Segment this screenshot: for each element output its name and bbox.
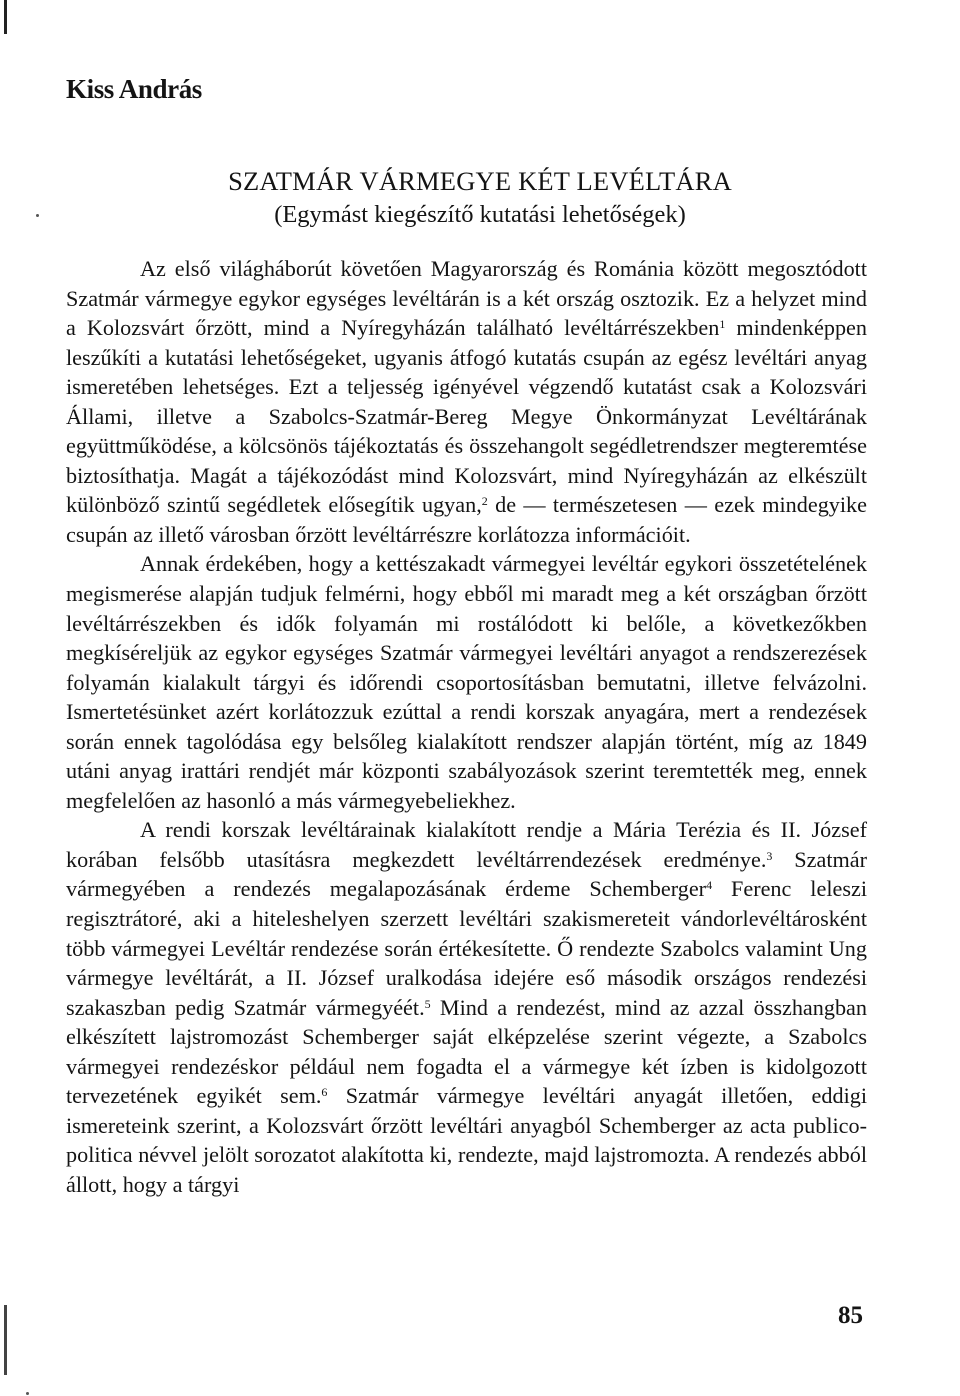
paragraph-text: Szatmár vármegyében a rendezés megalapozásának érdeme Schemberger [66,846,867,902]
author-name: Kiss András [66,74,202,104]
footnote-marker: 4 [706,878,713,893]
paragraph-text: Mind a rendezést, mind az azzal összhangban elkészített lajstromozást Schemberger saját elképzelése szerint végezte, a Szabolcs vármegyei rendezéskor például nem fogadta el a vármegye két ízben is kidolgozott tervezetének egyikét sem. [66,994,867,1109]
page-number: 85 [838,1302,863,1329]
footnote-marker: 2 [481,494,488,509]
body-paragraph [66,254,867,549]
body-paragraph [66,549,867,815]
scan-speck [26,1392,29,1395]
article-subtitle: (Egymást kiegészítő kutatási lehetőségek) [274,201,686,228]
footnote-marker: 5 [424,996,431,1011]
scan-edge-mark-top [4,0,7,34]
article-title: SZATMÁR VÁRMEGYE KÉT LEVÉLTÁRA [228,166,732,196]
scan-edge-mark-bottom [4,1305,7,1375]
footnote-marker: 6 [321,1085,328,1100]
paragraph-text: Az első világháborút követően Magyarország és Románia között megosztódott Szatmár vármegye egykor egységes levéltárán is a két ország osztozik. Ez a helyzet mind a Kolozsvárt őrzött, mind a Nyíregyházán található levéltárrészekben [66,256,867,341]
paragraph-text: de — természetesen — ezek mindegyike csupán az illető városban őrzött levéltárrészre korlátozza információit. [66,492,867,547]
paragraph-text: Annak érdekében, hogy a kettészakadt vármegyei levéltár egykori összetételének megismerése alapján tudjuk felmérni, hogy ebből mi maradt meg a két országban őrzött levéltárrészekben és idők folyamán mi rostálódott ki belőle, a következőkben megkíséreljük az egykor egységes Szatmár vármegyei levéltári anyagot a rendszerezések folyamán kialakult tárgyi és időrendi csoportosításban bemutatni, illetve felvázolni. Ismertetésünket azért korlátozzuk ezúttal a rendi korszak anyagára, mert a rendezések során ennek tagolódása egy belsőleg kialakított rendszer alapján történt, míg az 1849 utáni anyag irattári rendjét már központi szabályozások szerint teremtették meg, ennek megfelelően az hasonló a más vármegyebeliekhez. [66,551,867,813]
paragraph-text: Ferenc leleszi regisztrátoré, aki a hiteleshelyen szerzett levéltári szakismereteit vándorlevéltárosként több vármegyei Levéltár rendezése során értékesítette. Ő rendezte Szabolcs valamint Ung vármegye levéltárát, a II. József uralkodása idejére eső második országos rendezési szakaszban pedig Szatmár vármegyéét. [66,876,867,1020]
paragraph-text: mindenképpen leszűkíti a kutatási lehetőségeket, ugyanis átfogó kutatás csupán az egész levéltári anyag ismeretében lehetséges. Ezt a teljesség igényével végzendő kutatást csak a Kolozsvári Állami, illetve a Szabolcs-Szatmár-Bereg Megye Önkormányzat Levéltárának együttműködése, a kölcsönös tájékoztatás és összehangolt segédletrendszer megteremtése biztosíthatja. Magát a tájékozódást mind Kolozsvárt, mind Nyíregyházán az elkészült különböző szintű segédletek elősegítik ugyan, [66,315,867,518]
article-body [66,254,867,1200]
paragraph-text: Szatmár vármegye levéltári anyagát illetően, eddigi ismereteink szerint, a Kolozsvárt őrzött levéltári anyagból Schemberger az acta publico-politica névvel jelölt sorozatot alakította ki, rendezte, majd lajstromozta. A rendezés abból állott, hogy a tárgyi [66,1083,867,1197]
body-paragraph [66,815,867,1199]
footnote-marker: 3 [766,848,773,863]
footnote-marker: 1 [719,317,726,332]
paragraph-text: A rendi korszak levéltárainak kialakított rendje a Mária Terézia és II. József korában felsőbb utasításra megkezdett levéltárrendezések eredménye. [66,817,867,872]
